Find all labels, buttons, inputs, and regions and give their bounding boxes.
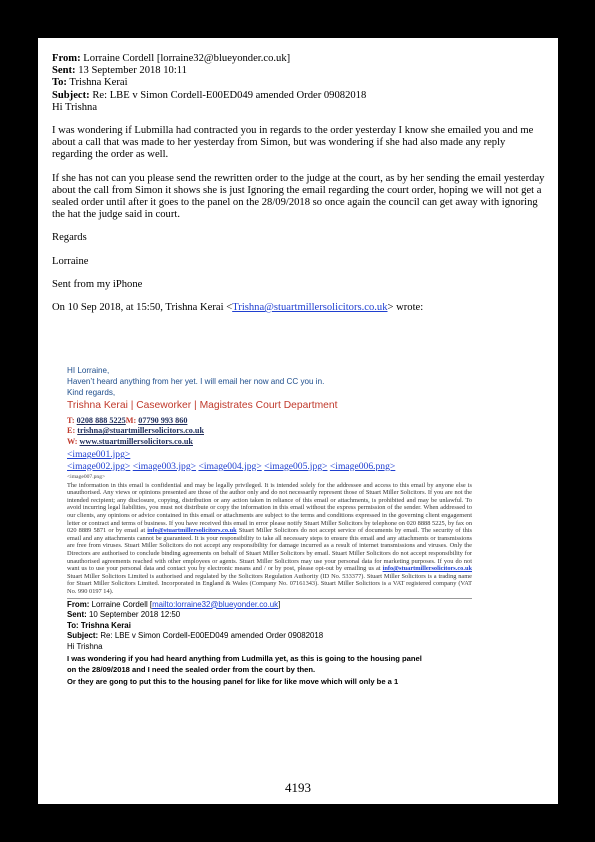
mailto-link[interactable]: mailto:lorraine32@blueyonder.co.uk — [152, 599, 279, 609]
email-line: E: trishna@stuartmillersolicitors.co.uk — [67, 426, 205, 436]
optout-email-link[interactable]: info@stuartmillersolicitors.co.uk — [382, 565, 472, 573]
signature-web-link[interactable]: www.stuartmillersolicitors.co.uk — [79, 436, 193, 446]
signature-contacts — [67, 416, 457, 447]
reply-to: To: Trishna Kerai — [67, 620, 131, 630]
image7-label: <image007.png> — [67, 474, 106, 481]
earlier-reply — [67, 600, 457, 688]
quoted-line-2: Haven’t heard anything from her yet. I will email her now and CC you in. — [67, 377, 325, 386]
image-link[interactable]: <image002.jpg> — [67, 460, 131, 472]
email-header — [52, 53, 547, 114]
disclaimer-email-link[interactable]: info@stuartmillersolicitors.co.uk — [147, 527, 237, 535]
image-attachments — [67, 449, 457, 472]
sent-line: Sent: 13 September 2018 10:11 — [52, 65, 187, 77]
greeting: Hi Trishna — [52, 101, 98, 113]
image-link[interactable]: <image005.jpg> — [264, 460, 328, 472]
wrote-line: On 10 Sep 2018, at 15:50, Trishna Kerai <Trishna@stuartmillersolicitors.co.uk> wrote: — [52, 302, 424, 314]
image-link[interactable]: <image001.jpg> — [67, 449, 131, 461]
quoted-line-3: Kind regards, — [67, 388, 116, 397]
reply-greeting: Hi Trishna — [67, 641, 103, 651]
reply-body-line-2: on the 28/09/2018 and I need the sealed order from the court by then. — [67, 665, 316, 675]
paragraph-2: If she has not can you please send the rewritten order to the judge at the court, as by her sending the email yesterday about the call from Simon it shows she is just Ignoring the email regarding the court order, hoping we will not get a sealed order until after it goes to the panel on the 28/09/2018 so once again the council can get away with ignoring the hat the judge said in court. — [52, 172, 545, 221]
phone-line: T: 0208 888 5225M: 07790 993 860 — [67, 416, 188, 425]
quoted-email — [67, 365, 472, 688]
from-line: From: Lorraine Cordell [lorraine32@blueyonder.co.uk] — [52, 53, 291, 64]
reply-subject: Subject: Re: LBE v Simon Cordell-E00ED049 amended Order 09082018 — [67, 631, 324, 641]
reply-body-line-3: Or they are gong to put this to the housing panel for like for like move which will only be a 1 — [67, 677, 399, 687]
reply-from: From: Lorraine Cordell [mailto:lorraine32@blueyonder.co.uk] — [67, 599, 281, 609]
quoted-line-1: HI Lorraine, — [67, 366, 110, 375]
image-link[interactable]: <image004.jpg> — [198, 460, 262, 472]
regards: Regards — [52, 232, 87, 244]
document-page — [38, 38, 558, 804]
paragraph-1: I was wondering if Lubmilla had contracted you in regards to the order yesterday I know she emailed you and me about a call that was made to her yesterday from Simon, but was wondering if she had also made any reply regarding the order as well. — [52, 125, 534, 161]
image-link[interactable]: <image003.jpg> — [132, 460, 197, 472]
signoff-name: Lorraine — [52, 255, 89, 267]
page-number: 4193 — [285, 780, 311, 795]
subject-line: Subject: Re: LBE v Simon Cordell-E00ED049 amended Order 09082018 — [52, 89, 367, 101]
signature-name: Trishna Kerai | Caseworker | Magistrates Court Department — [67, 400, 338, 411]
reply-sent: Sent: 10 September 2018 12:50 — [67, 610, 181, 620]
email-content — [52, 53, 547, 314]
image-link[interactable]: <image006.png> — [329, 460, 396, 472]
legal-disclaimer: <image007.png> The information in this email is confidential and may be legally privileged. It is intended solely for the addressee and access to this email by anyone else is unauthorised. Any views or opinions presented are those of the author only and do not necessarily represent those of Stuart Miller Solicitors. If you are not the intended recipient; any disclosure, copying, distribution or any action taken in reliance of this email or attachments, is prohibited and may be unlawful. To avoid incurring legal liabilities, you must not distribute or copy the information in this email without the express permission of the sender. When addressed to our clients, any opinions or advice contained in this email or attachments are subject to the terms and conditions expressed in the governing client engagement letter or contract and terms of business. If you have received this email in error please notify Stuart Miller Solicitors by telephone on 020 8888 5225, by fax on 020 8889 5871 or by email at info@stuartmillersolicitors.co.uk Stuart Miller Solicitors do not accept service of documents by email. The security of this email and any attachments cannot be guaranteed. It is your responsibility to take all necessary steps to ensure this email and any attachments or transmissions are free from viruses. Stuart Miller Solicitors do not accept any responsibility for damage incurred as a result of internet transmissions and viruses. Only the Directors are authorised to conclude binding agreements on behalf of Stuart Miller Solicitors by email. Stuart Miller Solicitors do not accept responsibility for unauthorised agreements reached with other employees or agents. Stuart Miller Solicitors may use your personal data for marketing purposes. If you do not want us to use your personal data and contact you by electronic means and / or by post, please opt-out by emailing us at info@stuartmillersolicitors.co.uk Stuart Miller Solicitors Limited is authorised and regulated by the Solicitors Regulation Authority (ID No. 533377). Stuart Miller Solicitors is a trading name for Stuart Miller Solicitors Limited. Incorporated in England & Wales (Company No. 07161343). Stuart Miller Solicitors is a VAT registered company (VAT No. 990 0197 14). — [67, 474, 472, 595]
divider — [67, 598, 472, 599]
reply-body-line-1: I was wondering if you had heard anything from Ludmilla yet, as this is going to the housing panel — [67, 653, 422, 663]
trishna-email-link[interactable]: Trishna@stuartmillersolicitors.co.uk — [232, 302, 388, 314]
web-line: W: www.stuartmillersolicitors.co.uk — [67, 436, 193, 446]
to-line: To: Trishna Kerai — [52, 77, 128, 89]
sent-from: Sent from my iPhone — [52, 278, 143, 290]
signature-email-link[interactable]: trishna@stuartmillersolicitors.co.uk — [77, 426, 205, 436]
